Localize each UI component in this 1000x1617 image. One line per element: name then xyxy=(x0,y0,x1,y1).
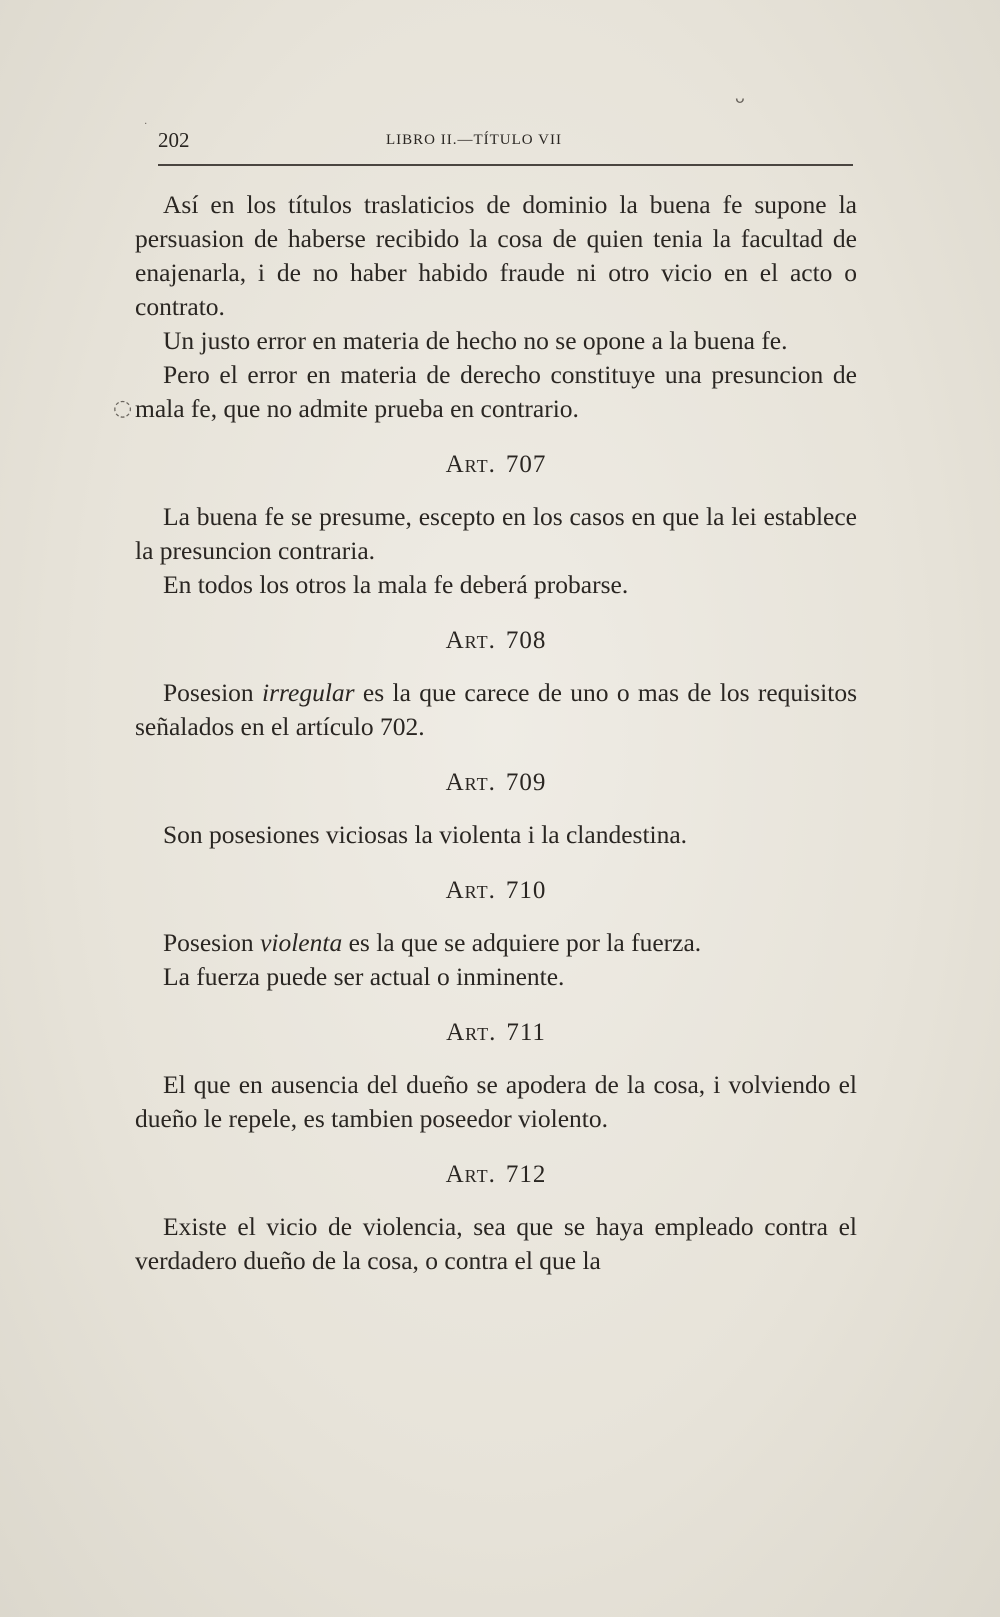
article-heading-707 xyxy=(135,448,857,482)
ink-speck: ٠ xyxy=(143,118,149,129)
article-heading-709 xyxy=(135,766,857,800)
article-heading-710 xyxy=(135,874,857,908)
article-label: Art. xyxy=(445,769,496,796)
body-paragraph: Pero el error en materia de derecho constituye una presuncion de mala fe, que no admite prueba en contrario. xyxy=(135,360,857,423)
article-number: 708 xyxy=(505,627,547,654)
italic-term: irregular xyxy=(262,678,355,707)
body-paragraph: Son posesiones viciosas la violenta i la clandestina. xyxy=(163,820,688,849)
article-number: 712 xyxy=(505,1161,547,1188)
pencil-mark: ᴗ xyxy=(735,88,745,107)
body-paragraph: La fuerza puede ser actual o inminente. xyxy=(163,962,565,991)
body-paragraph xyxy=(135,926,857,960)
text-run: Posesion xyxy=(163,678,263,707)
italic-term: violenta xyxy=(260,928,343,957)
body-paragraph: Existe el vicio de violencia, sea que se haya empleado contra el verdadero dueño de la cosa, o contra el que la xyxy=(135,1212,857,1275)
body-paragraph: En todos los otros la mala fe deberá probarse. xyxy=(163,570,629,599)
body-paragraph: La buena fe se presume, escepto en los casos en que la lei establece la presuncion contraria. xyxy=(135,502,857,565)
body-paragraph: El que en ausencia del dueño se apodera de la cosa, i volviendo el dueño le repele, es tambien poseedor violento. xyxy=(135,1070,857,1133)
article-heading-708 xyxy=(135,624,857,658)
page-body xyxy=(135,188,857,1278)
running-head: LIBRO II.—TÍTULO VII xyxy=(386,132,562,148)
article-number: 709 xyxy=(505,769,547,796)
body-paragraph: Así en los títulos traslaticios de dominio la buena fe supone la persuasion de haberse recibido la cosa de quien tenia la facultad de enajenarla, i de no haber habido fraude ni otro vicio en el acto o contrato. xyxy=(135,190,857,321)
margin-stamp-mark: ◌ xyxy=(113,396,133,421)
article-label: Art. xyxy=(445,451,496,478)
article-label: Art. xyxy=(445,627,496,654)
text-run: es la que carece de uno o mas de los requisitos señalados en el artículo 702. xyxy=(135,678,857,741)
article-number: 711 xyxy=(506,1019,546,1046)
article-label: Art. xyxy=(446,1019,497,1046)
body-paragraph: Un justo error en materia de hecho no se opone a la buena fe. xyxy=(163,326,788,355)
article-label: Art. xyxy=(445,877,496,904)
body-paragraph xyxy=(135,676,857,744)
article-heading-712 xyxy=(135,1158,857,1192)
page-number: 202 xyxy=(158,128,190,152)
article-heading-711 xyxy=(135,1016,857,1050)
article-number: 707 xyxy=(505,451,547,478)
text-run: Posesion xyxy=(163,928,261,957)
article-label: Art. xyxy=(445,1161,496,1188)
text-run: es la que se adquiere por la fuerza. xyxy=(342,928,702,957)
page-header xyxy=(158,128,853,166)
article-number: 710 xyxy=(505,877,547,904)
